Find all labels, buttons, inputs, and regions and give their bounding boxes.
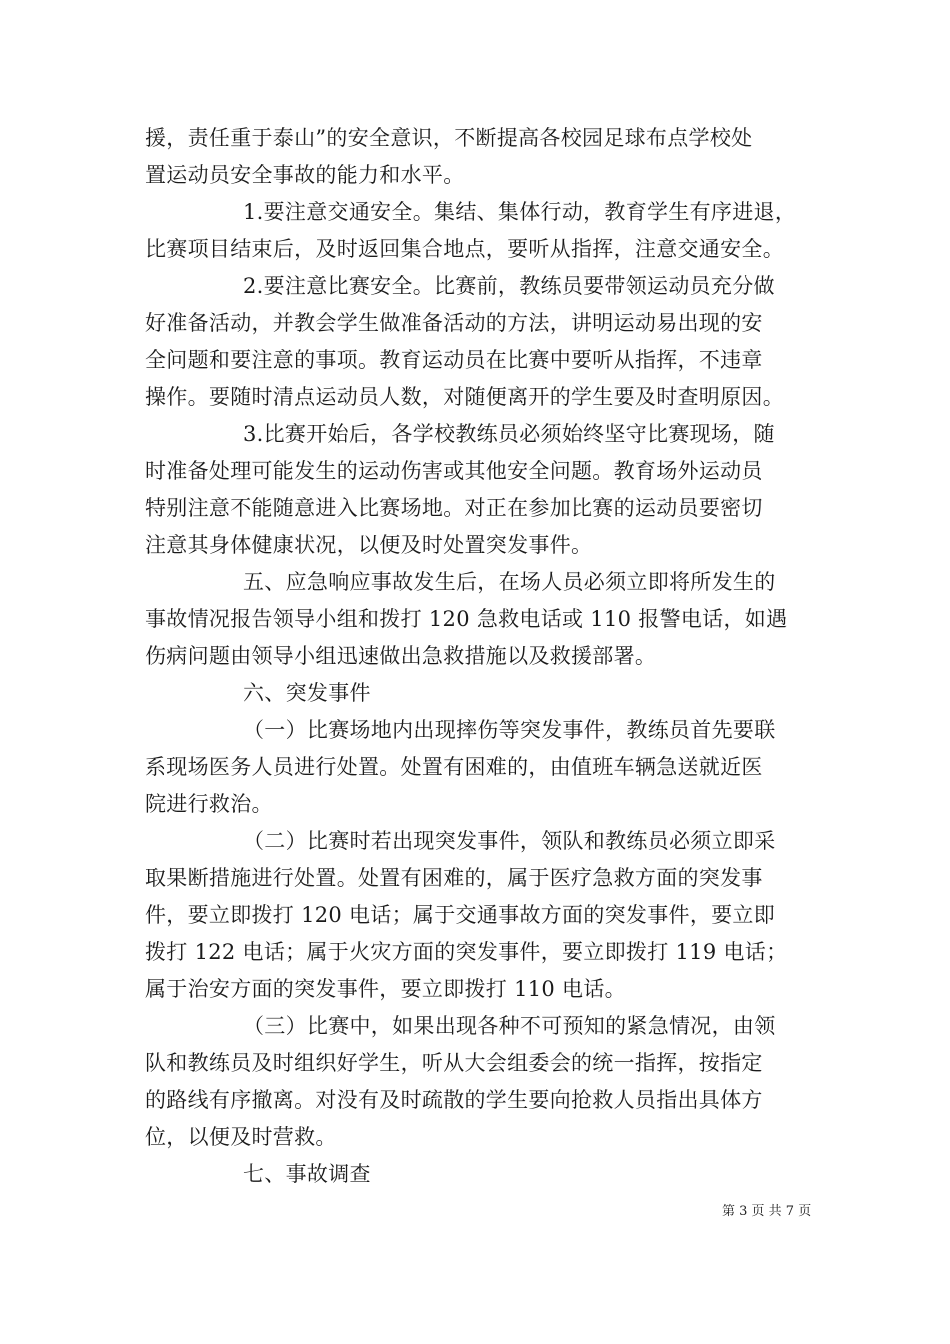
body-text-line: 系现场医务人员进行处置。处置有困难的，由值班车辆急送就近医 (145, 755, 763, 779)
body-text-line: 拨打 122 电话；属于火灾方面的突发事件，要立即拨打 119 电话； (145, 940, 788, 964)
paragraph-first-line: 3.比赛开始后，各学校教练员必须始终坚守比赛现场，随 (243, 422, 775, 446)
section-heading-paragraph: 五、应急响应事故发生后，在场人员必须立即将所发生的 (243, 570, 776, 594)
body-text-line: 队和教练员及时组织好学生，听从大会组委会的统一指挥，按指定 (145, 1051, 763, 1075)
body-text-line: 比赛项目结束后，及时返回集合地点，要听从指挥，注意交通安全。 (145, 237, 784, 261)
section-heading: 六、突发事件 (243, 681, 371, 705)
paragraph-first-line: （三）比赛中，如果出现各种不可预知的紧急情况，由领 (243, 1014, 776, 1038)
body-text-line: 特别注意不能随意进入比赛场地。对正在参加比赛的运动员要密切 (145, 496, 763, 520)
paragraph-first-line: 2.要注意比赛安全。比赛前，教练员要带领运动员充分做 (243, 274, 775, 298)
body-text-line: 全问题和要注意的事项。教育运动员在比赛中要听从指挥，不违章 (145, 348, 763, 372)
body-text-line: 伤病问题由领导小组迅速做出急救措施以及救援部署。 (145, 644, 657, 668)
body-text-line: 的路线有序撤离。对没有及时疏散的学生要向抢救人员指出具体方 (145, 1088, 763, 1112)
body-text-line: 位，以便及时营救。 (145, 1125, 337, 1149)
body-text-line: 时准备处理可能发生的运动伤害或其他安全问题。教育场外运动员 (145, 459, 763, 483)
body-text-line: 操作。要随时清点运动员人数，对随便离开的学生要及时查明原因。 (145, 385, 784, 409)
body-text-line: 属于治安方面的突发事件，要立即拨打 110 电话。 (145, 977, 626, 1001)
body-text-line: 取果断措施进行处置。处置有困难的，属于医疗急救方面的突发事 (145, 866, 763, 890)
paragraph-first-line: （二）比赛时若出现突发事件，领队和教练员必须立即采 (243, 829, 776, 853)
body-text-line: 注意其身体健康状况，以便及时处置突发事件。 (145, 533, 593, 557)
section-heading: 七、事故调查 (243, 1162, 371, 1186)
body-text-line: 院进行救治。 (145, 792, 273, 816)
body-text-line: 置运动员安全事故的能力和水平。 (145, 163, 465, 187)
page-number-footer: 第 3 页 共 7 页 (722, 1204, 812, 1219)
paragraph-first-line: 1.要注意交通安全。集结、集体行动，教育学生有序进退， (243, 200, 797, 224)
paragraph-first-line: （一）比赛场地内出现摔伤等突发事件，教练员首先要联 (243, 718, 776, 742)
body-text-line: 好准备活动，并教会学生做准备活动的方法，讲明运动易出现的安 (145, 311, 763, 335)
body-text-line: 援，责任重于泰山”的安全意识，不断提高各校园足球布点学校处 (145, 126, 753, 150)
body-text-line: 事故情况报告领导小组和拨打 120 急救电话或 110 报警电话，如遇 (145, 607, 788, 631)
body-text-line: 件，要立即拨打 120 电话；属于交通事故方面的突发事件，要立即 (145, 903, 776, 927)
